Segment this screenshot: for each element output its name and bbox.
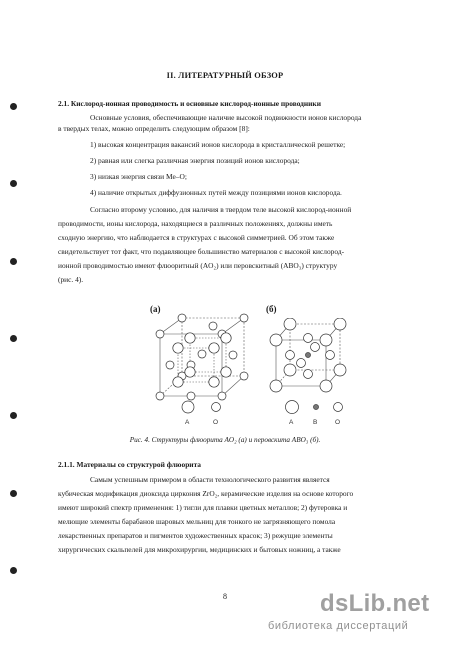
binder-hole [10,567,17,574]
paragraph-line: Самым успешным примером в области технологического развития является [90,475,330,484]
condition-item: 1) высокая концентрация вакансий ионов кислорода в кристаллической решетке; [90,140,346,149]
intro-line: в твердых телах, можно определить следующим образом [8]: [58,124,250,133]
intro-line: Основные условия, обеспечивающие наличие высокой подвижности ионов кислорода [90,113,362,122]
legend-a-label: O [213,419,219,426]
paragraph-line: сходную энергию, что наблюдается в структурах с высокой симметрией. Об этом также [58,233,335,242]
legend-a-symbols [178,398,238,416]
condition-item: 4) наличие открытых диффузионных путей между позициями ионов кислорода. [90,188,342,197]
paragraph-line: кубическая модификация диоксида циркония ZrO₂, керамические изделия на основе которого [58,489,354,498]
binder-hole [10,180,17,187]
paragraph-line: проводимости, ионы кислорода, находящиеся в различных положениях, должны иметь [58,219,333,228]
watermark-subtitle: библиотека диссертаций [268,620,409,632]
figure-label-a: (а) [150,304,161,314]
subsection-title: 2.1.1. Материалы со структурой флюорита [58,460,201,469]
legend-b-label: B [313,419,318,426]
paragraph-line: хирургических скальпелей для микрохирургии, медицинских и бытовых ножниц, а также [58,545,341,554]
binder-hole [10,335,17,342]
perovskite-structure-diagram [268,318,350,396]
paragraph-line: имеют широкий спектр применения: 1) тигли для плавки цветных металлов; 2) футеровка и [58,503,348,512]
legend-b-label: O [335,419,341,426]
figure-label-b: (б) [266,304,277,314]
binder-hole [10,490,17,497]
section-title: 2.1. Кислород-ионная проводимость и основные кислород-ионные проводники [58,99,321,108]
paragraph-line: свидетельствует тот факт, что подавляющее большинство материалов с высокой кислород- [58,247,345,256]
paragraph-line: ионной проводимостью имеют флюоритный (AO₂) или перовскитный (ABO₃) структуру [58,261,338,270]
paragraph-line: (рис. 4). [58,275,84,284]
fluorite-structure-diagram [148,312,258,407]
paragraph-line: мелющие элементы барабанов шаровых мельниц для тонкого не загрязняющего помола [58,517,336,526]
legend-b-symbols [282,398,352,416]
watermark-logo: dsLib.net [320,590,430,617]
paragraph-line: Согласно второму условию, для наличия в твердом теле высокой кислород-ионной [90,205,352,214]
condition-item: 3) низкая энергия связи Me–O; [90,172,187,181]
binder-hole [10,258,17,265]
condition-item: 2) равная или слегка различная энергия позиций ионов кислорода; [90,156,300,165]
figure-caption: Рис. 4. Структуры флюорита AO₂ (а) и перовскита ABO₃ (б). [129,436,321,444]
paragraph-line: лекарственных препаратов и пигментов художественных красок; 3) режущие элементы [58,531,333,540]
legend-b-label: A [289,419,294,426]
legend-a-label: A [185,419,190,426]
binder-hole [10,103,17,110]
binder-hole [10,412,17,419]
chapter-title: II. ЛИТЕРАТУРНЫЙ ОБЗОР [166,71,284,80]
page-number: 8 [223,592,227,601]
